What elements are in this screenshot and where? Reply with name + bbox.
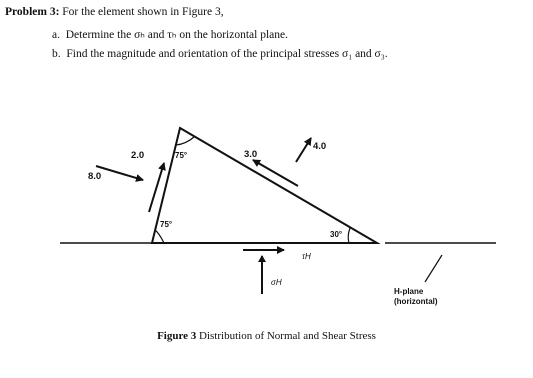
arrow-shear-hypotenuse bbox=[253, 160, 298, 186]
triangle-element bbox=[152, 128, 377, 243]
angle-arc-top bbox=[176, 137, 194, 145]
label-angle-bottom: 75° bbox=[160, 220, 173, 229]
label-angle-right: 30° bbox=[330, 230, 343, 239]
label-stress-left-top: 2.0 bbox=[131, 150, 145, 161]
label-tau-h: τH bbox=[302, 252, 311, 261]
part-a-text: Determine the σₕ and τₕ on the horizontal plane. bbox=[65, 29, 288, 41]
arrow-normal-left bbox=[96, 166, 143, 180]
label-stress-top: 3.0 bbox=[244, 149, 258, 160]
arrow-normal-hypotenuse bbox=[296, 138, 311, 162]
angle-arc-bottom bbox=[155, 230, 164, 243]
angle-arc-right bbox=[348, 228, 350, 243]
part-b-text: Find the magnitude and orientation of the principal stresses σ₁ and σ₃. bbox=[66, 48, 388, 60]
label-h-plane: H-plane bbox=[394, 287, 424, 296]
part-b-marker: b. bbox=[52, 48, 61, 60]
caption-text: Distribution of Normal and Shear Stress bbox=[199, 330, 376, 342]
label-h-plane-horizontal: (horizontal) bbox=[394, 297, 438, 306]
problem-number: Problem 3: bbox=[5, 6, 60, 18]
figure-caption bbox=[0, 330, 533, 342]
h-plane-pointer bbox=[425, 255, 442, 282]
label-stress-left: 8.0 bbox=[88, 171, 102, 182]
problem-intro: For the element shown in Figure 3, bbox=[62, 6, 224, 18]
label-stress-right: 4.0 bbox=[313, 141, 327, 152]
part-a-marker: a. bbox=[52, 29, 60, 41]
label-angle-top: 75° bbox=[175, 151, 188, 160]
caption-figure-number: Figure 3 bbox=[157, 330, 197, 342]
label-sigma-h: σH bbox=[271, 278, 282, 287]
arrow-normal-h-head bbox=[258, 255, 266, 262]
